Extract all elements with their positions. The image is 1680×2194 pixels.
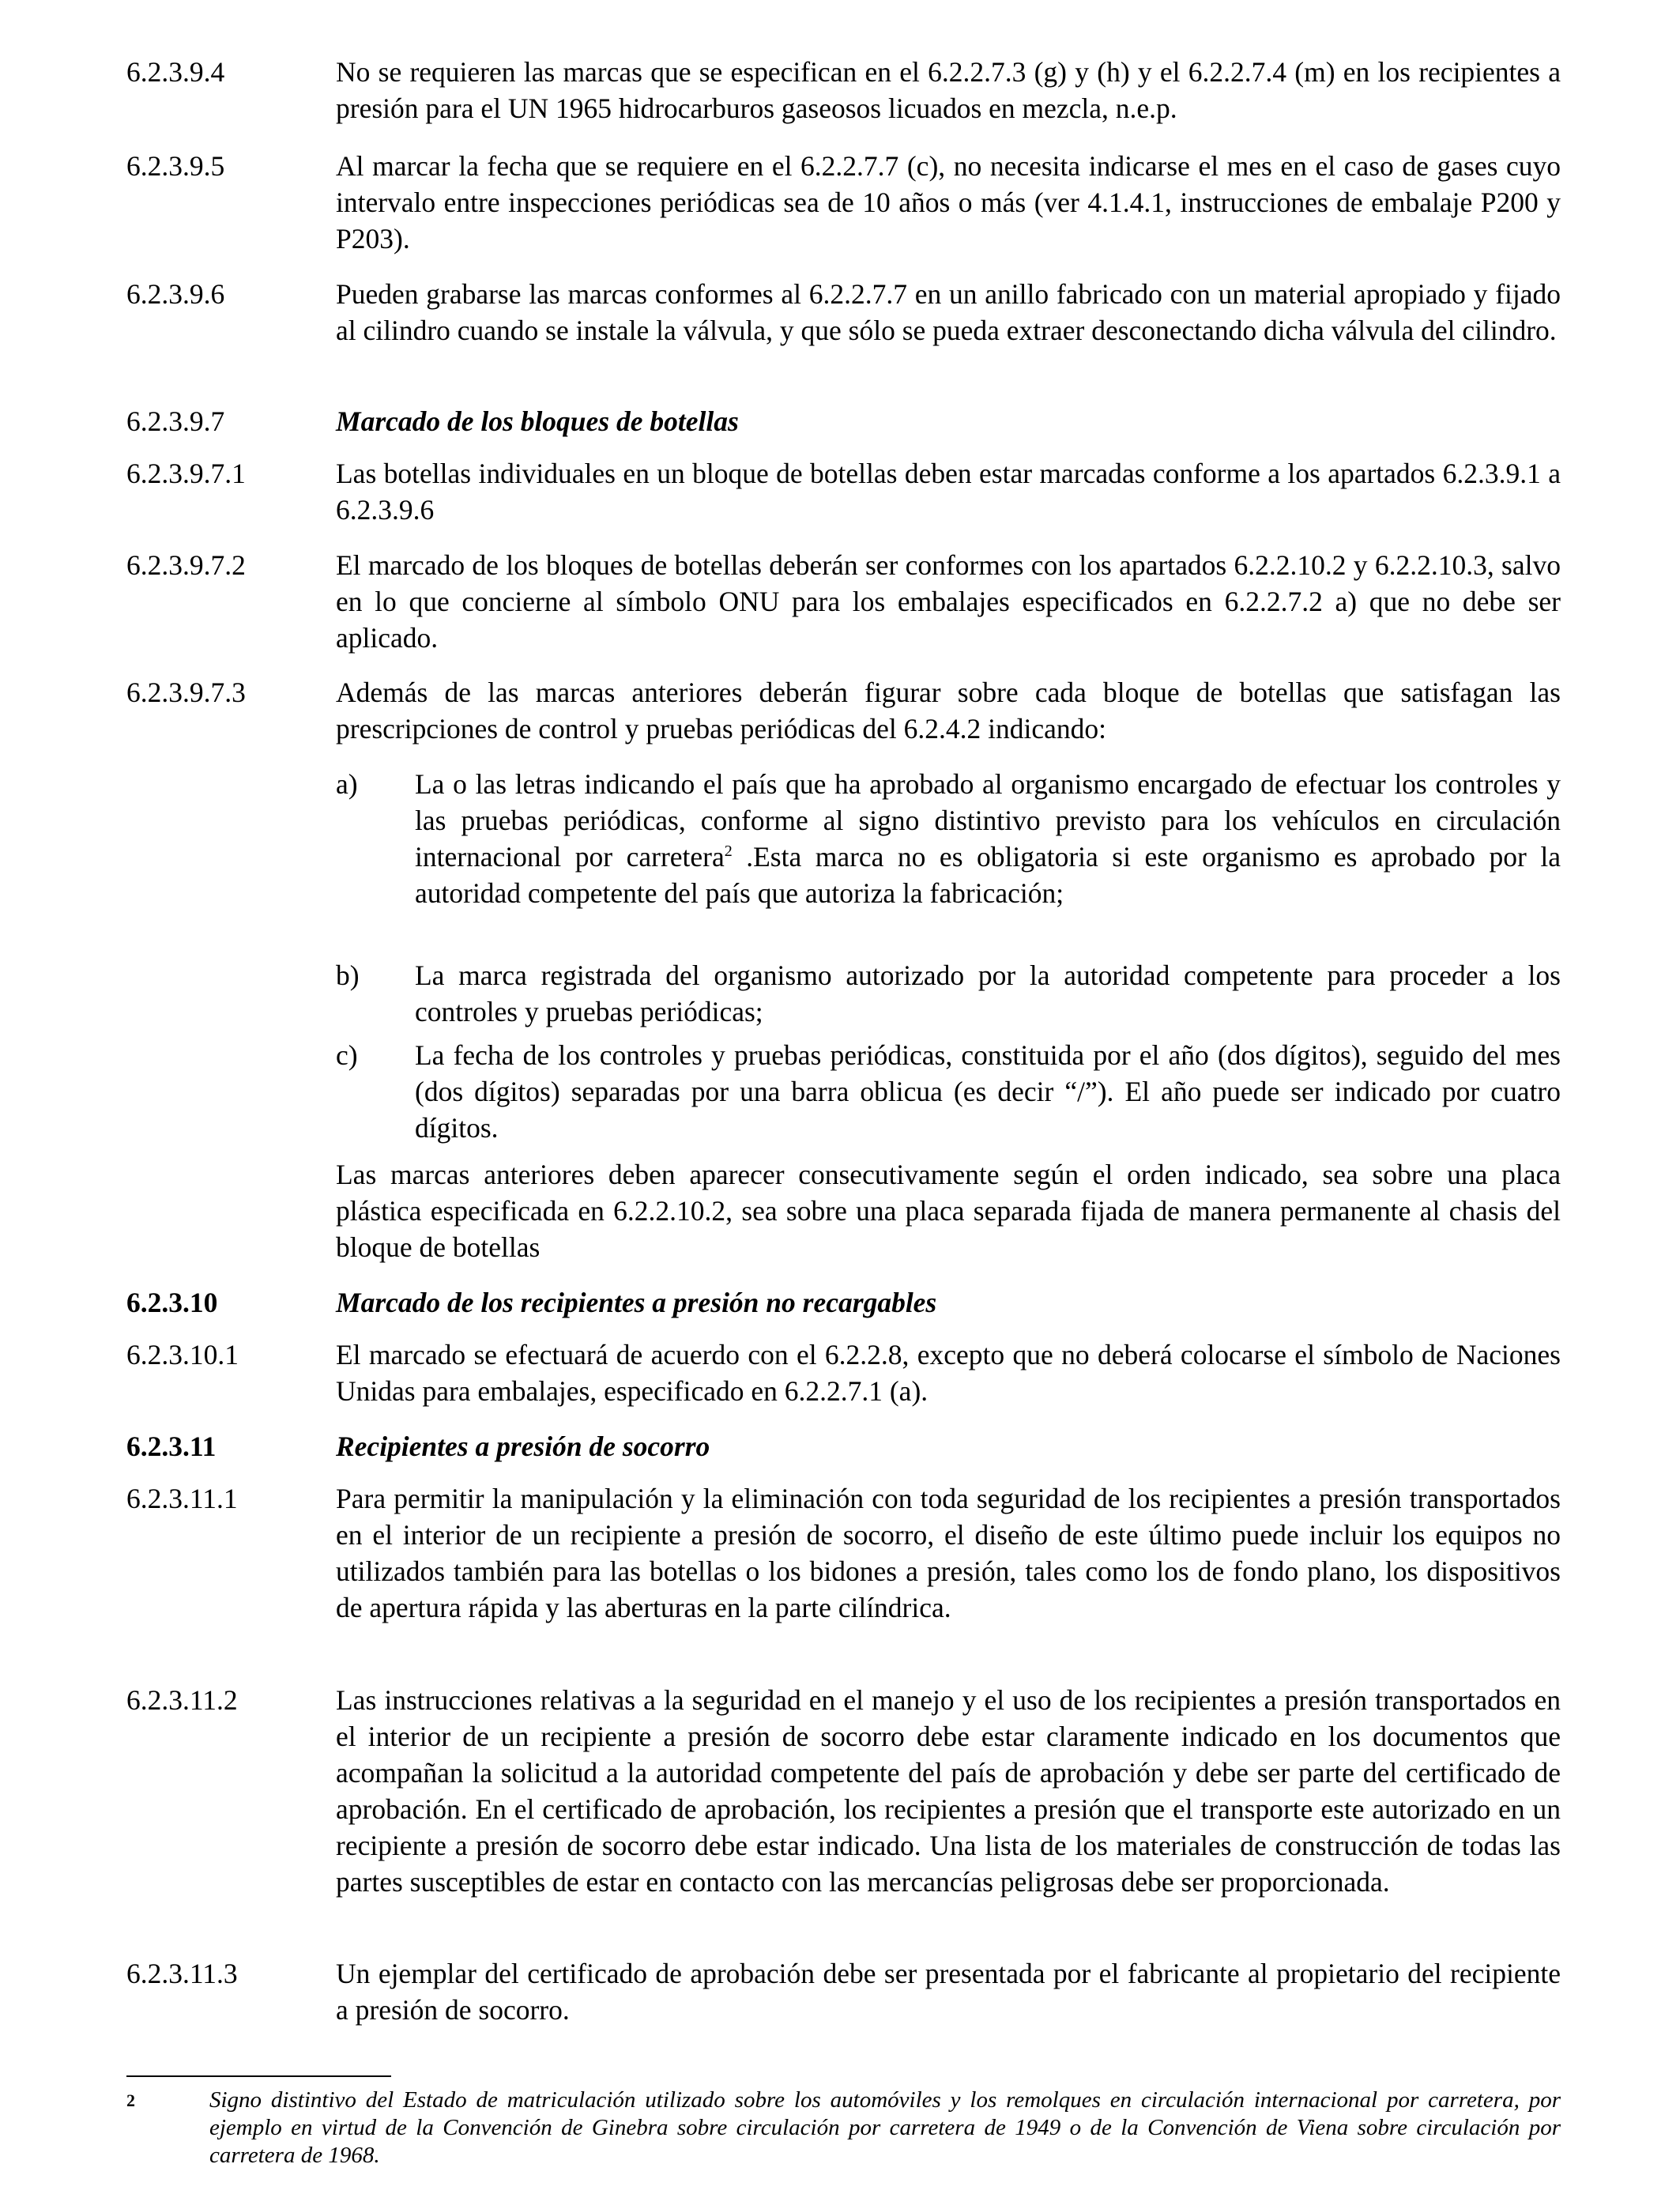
paragraph-number: 6.2.3.9.6 [126,278,225,310]
paragraph-6-2-3-11-2 [126,1682,1561,1900]
section-heading: Marcado de los bloques de botellas [336,405,739,437]
heading-number: 6.2.3.11 [126,1431,217,1462]
list-item-b [336,957,1561,1030]
paragraph-6-2-3-9-5 [126,148,1561,257]
heading-6-2-3-11 [126,1428,1561,1465]
paragraph-text: Las botellas individuales en un bloque de botellas deben estar marcadas conforme a los apartados 6.2.3.9.1 a 6.2.3.9.6 [336,458,1561,526]
paragraph-number: 6.2.3.9.5 [126,150,225,182]
paragraph-6-2-3-11-1 [126,1480,1561,1626]
list-item-text: La marca registrada del organismo autorizado por la autoridad competente para proceder a los controles y pruebas periódicas; [415,959,1561,1027]
paragraph-text: Al marcar la fecha que se requiere en el 6.2.2.7.7 (c), no necesita indicarse el mes en el caso de gases cuyo intervalo entre inspecciones periódicas sea de 10 años o más (ver 4.1.4.1, instrucciones de embalaje P200 y P203). [336,150,1561,254]
heading-6-2-3-9-7 [126,403,1561,439]
paragraph-number: 6.2.3.9.7.2 [126,549,246,581]
paragraph-6-2-3-9-4 [126,54,1561,126]
list-item-a [336,766,1561,911]
paragraph-text: El marcado se efectuará de acuerdo con el 6.2.2.8, excepto que no deberá colocarse el símbolo de Naciones Unidas para embalajes, especificado en 6.2.2.7.1 (a). [336,1339,1561,1407]
paragraph-number: 6.2.3.11.1 [126,1483,238,1514]
paragraph-text: Las marcas anteriores deben aparecer consecutivamente según el orden indicado, sea sobre una placa plástica especificada en 6.2.2.10.2, sea sobre una placa separada fijada de manera permanente al chasis del bloque de botellas [336,1159,1561,1263]
paragraph-text: No se requieren las marcas que se especifican en el 6.2.2.7.3 (g) y (h) y el 6.2.2.7.4 (m) en los recipientes a presión para el UN 1965 hidrocarburos gaseosos licuados en mezcla, n.e.p. [336,56,1561,124]
paragraph-number: 6.2.3.11.3 [126,1958,238,1989]
footnote-reference[interactable]: 2 [724,843,733,861]
paragraph-number: 6.2.3.11.2 [126,1684,238,1716]
paragraph-6-2-3-9-6 [126,276,1561,349]
paragraph-text: Además de las marcas anteriores deberán figurar sobre cada bloque de botellas que satisfagan las prescripciones de control y pruebas periódicas del 6.2.4.2 indicando: [336,677,1561,745]
footnote [126,2087,1561,2169]
section-heading: Marcado de los recipientes a presión no recargables [336,1287,937,1318]
heading-number: 6.2.3.10 [126,1287,218,1318]
paragraph-closing [126,1156,1561,1265]
list-item-text: La fecha de los controles y pruebas periódicas, constituida por el año (dos dígitos), seguido del mes (dos dígitos) separadas por una barra oblicua (es decir “/”). El año puede ser indicado por cuatro dígitos. [415,1039,1561,1144]
footnote-separator [126,2075,391,2077]
paragraph-6-2-3-10-1 [126,1336,1561,1409]
section-heading: Recipientes a presión de socorro [336,1431,710,1462]
heading-number: 6.2.3.9.7 [126,405,225,437]
list-item-label: c) [336,1039,358,1071]
paragraph-6-2-3-9-7-1 [126,455,1561,528]
paragraph-text: Las instrucciones relativas a la seguridad en el manejo y el uso de los recipientes a presión transportados en el interior de un recipiente a presión de socorro debe estar claramente indicado en los documentos que acompañan la solicitud a la autoridad competente del país de aprobación y debe ser parte del certificado de aprobación. En el certificado de aprobación, los recipientes a presión que el transporte este autorizado en un recipiente a presión de socorro debe estar indicado. Una lista de los materiales de construcción de todas las partes susceptibles de estar en contacto con las mercancías peligrosas debe ser proporcionada. [336,1684,1561,1898]
paragraph-number: 6.2.3.10.1 [126,1339,239,1370]
list-item-label: a) [336,768,358,800]
paragraph-text: Pueden grabarse las marcas conformes al 6.2.2.7.7 en un anillo fabricado con un material apropiado y fijado al cilindro cuando se instale la válvula, y que sólo se pueda extraer desconectando dicha válvula del cilindro. [336,278,1561,346]
paragraph-6-2-3-9-7-2 [126,547,1561,656]
paragraph-number: 6.2.3.9.7.3 [126,677,246,708]
paragraph-number: 6.2.3.9.4 [126,56,225,88]
paragraph-text: Un ejemplar del certificado de aprobación debe ser presentada por el fabricante al propietario del recipiente a presión de socorro. [336,1958,1561,2026]
paragraph-number: 6.2.3.9.7.1 [126,458,246,489]
footnote-number: 2 [126,2090,135,2110]
list-item-text: La o las letras indicando el país que ha aprobado al organismo encargado de efectuar los controles y las pruebas periódicas, conforme al signo distintivo previsto para los vehículos en circulación internacional por carretera$^2$ .Esta marca no es obligatoria si este organismo es aprobado por la autoridad competente del país que autoriza la fabricación; [415,768,1561,909]
footnote-text: Signo distintivo del Estado de matriculación utilizado sobre los automóviles y los remolques en circulación internacional por carretera, por ejemplo en virtud de la Convención de Ginebra sobre circulación por carretera de 1949 o de la Convención de Viena sobre circulación por carretera de 1968. [209,2087,1561,2168]
paragraph-text: El marcado de los bloques de botellas deberán ser conformes con los apartados 6.2.2.10.2 y 6.2.2.10.3, salvo en lo que concierne al símbolo ONU para los embalajes especificados en 6.2.2.7.2 a) que no debe ser aplicado. [336,549,1561,654]
list-item-label: b) [336,959,360,991]
paragraph-text: Para permitir la manipulación y la eliminación con toda seguridad de los recipientes a presión transportados en el interior de un recipiente a presión de socorro, el diseño de este último puede incluir los equipos no utilizados también para las botellas o los bidones a presión, tales como los de fondo plano, los dispositivos de apertura rápida y las aberturas en la parte cilíndrica. [336,1483,1561,1623]
paragraph-6-2-3-9-7-3 [126,674,1561,747]
heading-6-2-3-10 [126,1284,1561,1321]
paragraph-6-2-3-11-3 [126,1955,1561,2028]
list-item-c [336,1037,1561,1146]
